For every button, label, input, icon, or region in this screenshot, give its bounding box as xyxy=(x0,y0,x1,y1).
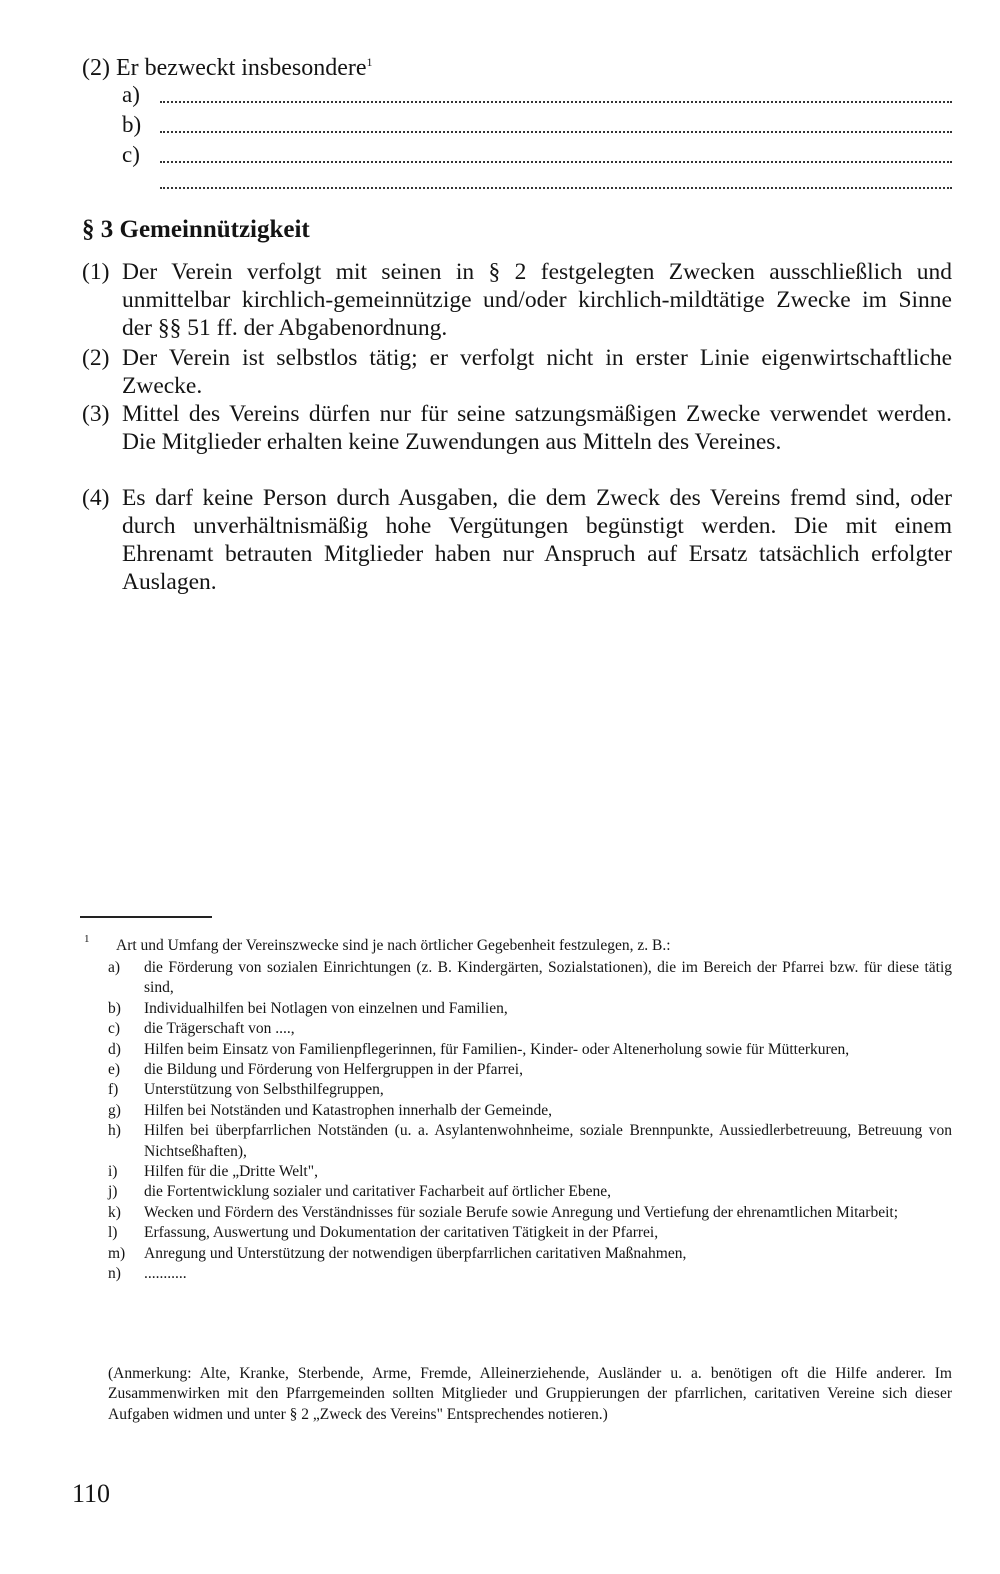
dotted-fill-line xyxy=(160,161,952,163)
list-item-text: die Trägerschaft von ...., xyxy=(144,1020,295,1038)
list-item xyxy=(108,1080,952,1100)
list-item xyxy=(108,1244,952,1264)
paragraph-text: Mittel des Vereins dürfen nur für seine satzungsmäßigen Zwecke verwendet werden. Die Mitglieder erhalten keine Zuwendungen aus Mitteln des Vereines. xyxy=(122,401,952,455)
list-item-text: Individualhilfen bei Notlagen von einzelnen und Familien, xyxy=(144,999,508,1017)
list-item-text: Hilfen bei Notständen und Katastrophen innerhalb der Gemeinde, xyxy=(144,1101,553,1119)
list-item xyxy=(108,999,952,1019)
list-item-label: k) xyxy=(108,1203,121,1221)
paragraph-number: (4) xyxy=(82,485,110,511)
list-item xyxy=(108,1223,952,1243)
list-item xyxy=(108,1182,952,1202)
footnote-list xyxy=(108,958,952,1285)
footnote-mark: 1 xyxy=(84,933,90,945)
footnote-remark: (Anmerkung: Alte, Kranke, Sterbende, Arme, Fremde, Alleinerziehende, Ausländer u. a. benötigen oft die Hilfe anderer. Im Zusammenwirken mit den Pfarrgemeinden sollten Mitglieder und Gruppierungen der pfarrlichen, caritativen Vereine sich dieser Aufgaben widmen und unter § 2 „Zweck des Vereins" Entsprechendes notieren.) xyxy=(108,1365,952,1423)
dotted-fill-line xyxy=(160,187,952,189)
list-item-label: n) xyxy=(108,1265,121,1283)
purpose-lead-text: Er bezweckt insbesondere xyxy=(115,55,367,81)
dotted-fill-line xyxy=(160,101,952,103)
paragraph-1 xyxy=(82,258,952,342)
list-item-label: i) xyxy=(108,1163,118,1181)
list-item-text: ........... xyxy=(144,1265,187,1283)
footnote-separator xyxy=(80,916,212,918)
list-item-text: Anregung und Unterstützung der notwendigen überpfarrlichen caritativen Maßnahmen, xyxy=(144,1244,687,1262)
blank-line-a xyxy=(122,82,952,108)
list-item xyxy=(108,1060,952,1080)
list-item-text: die Förderung von sozialen Einrichtungen (z. B. Kindergärten, Sozialstationen), die im Bereich der Pfarrei bzw. für diese tätig sind, xyxy=(144,959,952,997)
list-item-label: c) xyxy=(108,1020,121,1038)
blank-line-b xyxy=(122,112,952,138)
list-item-text: Hilfen beim Einsatz von Familienpflegerinnen, für Familien-, Kinder- oder Altenerholung sowie für Mütterkuren, xyxy=(144,1040,850,1058)
list-item xyxy=(108,1019,952,1039)
list-item-label: l) xyxy=(108,1224,118,1242)
list-item-label: g) xyxy=(108,1101,121,1119)
paragraph-number: (1) xyxy=(82,259,110,285)
list-item-text: Erfassung, Auswertung und Dokumentation der caritativen Tätigkeit in der Pfarrei, xyxy=(144,1224,659,1242)
list-item xyxy=(108,1264,952,1284)
list-item-text: Wecken und Fördern des Verständnisses für soziale Berufe sowie Anregung und Vertiefung der ehrenamtlichen Mitarbeit; xyxy=(144,1203,899,1221)
blank-line-c xyxy=(122,142,952,168)
list-item xyxy=(108,1162,952,1182)
list-item xyxy=(108,1121,952,1162)
purpose-number: (2) xyxy=(82,55,110,81)
paragraph-number: (3) xyxy=(82,401,110,427)
list-item-label: f) xyxy=(108,1081,119,1099)
blank-label: c) xyxy=(122,142,140,167)
blank-line-continuation xyxy=(122,168,952,194)
paragraph-text: Es darf keine Person durch Ausgaben, die dem Zweck des Vereins fremd sind, oder durch unverhältnismäßig hohe Vergütungen begünstigt werden. Die mit einem Ehrenamt betrauten Mitglieder haben nur Anspruch auf Ersatz tatsächlich erfolgter Auslagen. xyxy=(122,485,952,595)
list-item-label: e) xyxy=(108,1061,121,1079)
list-item-text: die Fortentwicklung sozialer und caritativer Facharbeit auf örtlicher Ebene, xyxy=(144,1183,611,1201)
paragraph-text: Der Verein verfolgt mit seinen in § 2 festgelegten Zwecken ausschließlich und unmittelbar kirchlich-gemeinnützige und/oder kirchlich-mildtätige Zwecke im Sinne der §§ 51 ff. der Abgabenordnung. xyxy=(122,259,952,341)
list-item-label: m) xyxy=(108,1244,126,1262)
paragraph-2 xyxy=(82,344,952,400)
footnote-intro: Art und Umfang der Vereinszwecke sind je nach örtlicher Gegebenheit festzulegen, z. B.: xyxy=(116,937,671,954)
dotted-fill-line xyxy=(160,131,952,133)
list-item-text: Hilfen bei überpfarrlichen Notständen (u. a. Asylantenwohnheime, soziale Brennpunkte, Aussiedlerbetreuung, Betreuung von Nichtseßhaften), xyxy=(144,1122,952,1160)
list-item-label: a) xyxy=(108,959,121,976)
paragraph-3 xyxy=(82,400,952,456)
list-item-label: j) xyxy=(108,1183,118,1201)
paragraph-4 xyxy=(82,484,952,596)
page-number: 110 xyxy=(72,1479,111,1508)
footnote-reference: 1 xyxy=(366,55,373,69)
blank-label: a) xyxy=(122,82,140,107)
list-item-label: d) xyxy=(108,1040,121,1058)
list-item-text: die Bildung und Förderung von Helfergruppen in der Pfarrei, xyxy=(144,1061,523,1079)
blank-label: b) xyxy=(122,112,142,137)
purpose-lead xyxy=(82,52,373,84)
list-item-label: h) xyxy=(108,1122,121,1140)
list-item xyxy=(108,1203,952,1223)
list-item-text: Unterstützung von Selbsthilfegruppen, xyxy=(144,1081,384,1099)
section-heading: § 3 Gemeinnützigkeit xyxy=(82,216,310,243)
list-item xyxy=(108,1040,952,1060)
list-item xyxy=(108,958,952,999)
paragraph-number: (2) xyxy=(82,345,110,371)
paragraph-text: Der Verein ist selbstlos tätig; er verfolgt nicht in erster Linie eigenwirtschaftliche Zwecke. xyxy=(122,345,952,399)
list-item xyxy=(108,1101,952,1121)
list-item-text: Hilfen für die „Dritte Welt", xyxy=(144,1163,318,1181)
list-item-label: b) xyxy=(108,999,121,1017)
